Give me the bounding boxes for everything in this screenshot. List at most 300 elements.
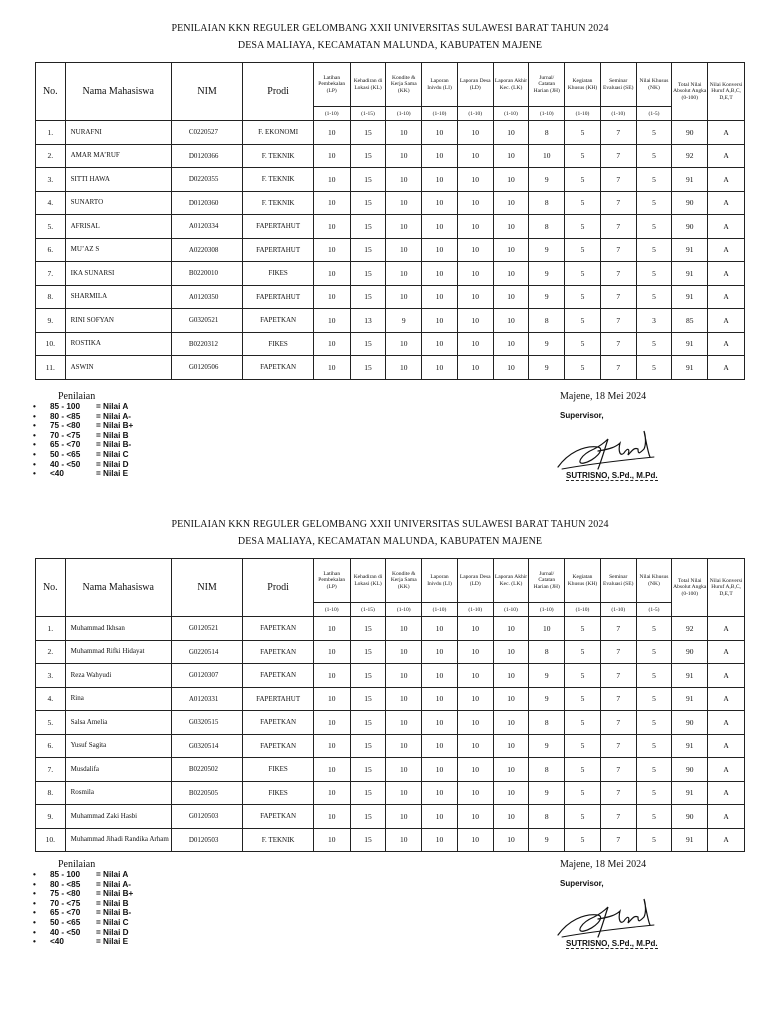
score-kh: 5 bbox=[565, 617, 601, 641]
student-name: AFRISAL bbox=[65, 215, 171, 239]
score-li: 10 bbox=[422, 781, 458, 805]
score-lk: 10 bbox=[493, 781, 529, 805]
row-number: 2. bbox=[36, 144, 66, 168]
student-name: Musdalifa bbox=[65, 758, 171, 782]
legend-range: 40 - <50 bbox=[50, 927, 81, 937]
total-score: 91 bbox=[672, 168, 708, 192]
header-li: Laporan Inivdu (LI) bbox=[422, 559, 458, 603]
score-kk: 10 bbox=[386, 617, 422, 641]
legend-item bbox=[30, 440, 230, 450]
legend-item bbox=[30, 908, 230, 918]
score-kl: 13 bbox=[350, 309, 386, 333]
score-li: 10 bbox=[422, 617, 458, 641]
total-score: 90 bbox=[672, 758, 708, 782]
total-score: 91 bbox=[672, 734, 708, 758]
legend-range: 70 - <75 bbox=[50, 898, 81, 908]
score-kh: 5 bbox=[565, 828, 601, 852]
student-name: ASWIN bbox=[65, 356, 171, 380]
legend-list bbox=[30, 870, 230, 947]
score-kk: 9 bbox=[386, 309, 422, 333]
header-konv: Nilai Konversi Huruf A,B,C, D,E,T bbox=[708, 559, 745, 617]
score-nk: 5 bbox=[636, 805, 672, 829]
bullet-icon: • bbox=[33, 917, 36, 927]
section-subtitle: DESA MALIAYA, KECAMATAN MALUNDA, KABUPATEN MAJENE bbox=[237, 40, 543, 51]
score-lp: 10 bbox=[313, 828, 350, 852]
score-nk: 5 bbox=[636, 238, 672, 262]
table-row bbox=[36, 121, 745, 145]
total-score: 90 bbox=[672, 805, 708, 829]
header-kk: Kondite & Kerja Sama (KK) bbox=[386, 63, 422, 107]
score-kh: 5 bbox=[565, 687, 601, 711]
row-number: 5. bbox=[36, 215, 66, 239]
header-kk: Kondite & Kerja Sama (KK) bbox=[386, 559, 422, 603]
header-kh: Kegiatan Khusus (KH) bbox=[565, 63, 601, 107]
score-kh: 5 bbox=[565, 664, 601, 688]
header-nim: NIM bbox=[171, 559, 243, 617]
score-kl: 15 bbox=[350, 805, 386, 829]
score-jh: 8 bbox=[529, 711, 565, 735]
score-se: 7 bbox=[600, 168, 636, 192]
score-ld: 10 bbox=[457, 332, 493, 356]
header-lp: Latihan Pembekalan (LP) bbox=[313, 63, 350, 107]
range-jh: (1-10) bbox=[529, 107, 565, 121]
score-kl: 15 bbox=[350, 687, 386, 711]
table-row bbox=[36, 191, 745, 215]
student-nim: G0320521 bbox=[171, 309, 243, 333]
score-jh: 9 bbox=[529, 687, 565, 711]
grade-letter: A bbox=[708, 121, 745, 145]
legend-range: 65 - <70 bbox=[50, 908, 81, 918]
row-number: 3. bbox=[36, 168, 66, 192]
row-number: 1. bbox=[36, 617, 66, 641]
score-kl: 15 bbox=[350, 781, 386, 805]
student-prodi: FAPERTAHUT bbox=[243, 687, 313, 711]
total-score: 92 bbox=[672, 144, 708, 168]
total-score: 90 bbox=[672, 711, 708, 735]
grade-letter: A bbox=[708, 262, 745, 286]
grading-legend bbox=[30, 391, 230, 479]
table-row bbox=[36, 332, 745, 356]
score-lp: 10 bbox=[313, 168, 350, 192]
score-kk: 10 bbox=[386, 121, 422, 145]
row-number: 8. bbox=[36, 285, 66, 309]
section-title: PENILAIAN KKN REGULER GELOMBANG XXII UNIVERSITAS SULAWESI BARAT TAHUN 2024 bbox=[171, 23, 609, 34]
legend-range: 50 - <65 bbox=[50, 917, 81, 927]
score-lk: 10 bbox=[493, 356, 529, 380]
score-lk: 10 bbox=[493, 238, 529, 262]
score-lp: 10 bbox=[313, 191, 350, 215]
score-ld: 10 bbox=[457, 711, 493, 735]
legend-range: 75 - <80 bbox=[50, 421, 81, 431]
score-nk: 5 bbox=[636, 711, 672, 735]
grade-letter: A bbox=[708, 332, 745, 356]
score-li: 10 bbox=[422, 664, 458, 688]
bullet-icon: • bbox=[33, 927, 36, 937]
score-kk: 10 bbox=[386, 285, 422, 309]
student-name: SHARMILA bbox=[65, 285, 171, 309]
grade-letter: A bbox=[708, 356, 745, 380]
bullet-icon: • bbox=[33, 430, 36, 440]
score-kh: 5 bbox=[565, 734, 601, 758]
range-li: (1-10) bbox=[422, 603, 458, 617]
total-score: 92 bbox=[672, 617, 708, 641]
student-prodi: FIKES bbox=[243, 332, 313, 356]
grade-letter: A bbox=[708, 758, 745, 782]
score-kl: 15 bbox=[350, 640, 386, 664]
score-lp: 10 bbox=[313, 121, 350, 145]
student-name: Muhammad Ikhsan bbox=[65, 617, 171, 641]
score-nk: 5 bbox=[636, 168, 672, 192]
table-row bbox=[36, 356, 745, 380]
range-kl: (1-15) bbox=[350, 107, 386, 121]
score-lp: 10 bbox=[313, 805, 350, 829]
score-nk: 5 bbox=[636, 687, 672, 711]
student-nim: D0120366 bbox=[171, 144, 243, 168]
legend-item bbox=[30, 937, 230, 947]
score-kh: 5 bbox=[565, 781, 601, 805]
table-row bbox=[36, 285, 745, 309]
row-number: 9. bbox=[36, 805, 66, 829]
header-nk: Nilai Khusus (NK) bbox=[636, 63, 672, 107]
student-nim: C0220527 bbox=[171, 121, 243, 145]
student-nim: D0220355 bbox=[171, 168, 243, 192]
legend-range: 75 - <80 bbox=[50, 889, 81, 899]
legend-item bbox=[30, 431, 230, 441]
table-row bbox=[36, 168, 745, 192]
score-li: 10 bbox=[422, 262, 458, 286]
table-row bbox=[36, 805, 745, 829]
row-number: 8. bbox=[36, 781, 66, 805]
legend-grade: = Nilai C bbox=[96, 917, 129, 927]
score-se: 7 bbox=[600, 758, 636, 782]
score-kk: 10 bbox=[386, 711, 422, 735]
table-header-row bbox=[36, 559, 745, 603]
student-prodi: FIKES bbox=[243, 262, 313, 286]
student-prodi: F. TEKNIK bbox=[243, 191, 313, 215]
student-nim: G0320514 bbox=[171, 734, 243, 758]
score-ld: 10 bbox=[457, 734, 493, 758]
score-jh: 9 bbox=[529, 781, 565, 805]
header-konv: Nilai Konversi Huruf A,B,C, D,E,T bbox=[708, 63, 745, 121]
bullet-icon: • bbox=[33, 402, 36, 411]
score-se: 7 bbox=[600, 285, 636, 309]
grade-letter: A bbox=[708, 144, 745, 168]
score-se: 7 bbox=[600, 121, 636, 145]
score-nk: 5 bbox=[636, 332, 672, 356]
score-se: 7 bbox=[600, 711, 636, 735]
score-se: 7 bbox=[600, 262, 636, 286]
total-score: 85 bbox=[672, 309, 708, 333]
score-kk: 10 bbox=[386, 687, 422, 711]
table-row bbox=[36, 617, 745, 641]
score-kk: 10 bbox=[386, 781, 422, 805]
legend-item bbox=[30, 450, 230, 460]
score-kk: 10 bbox=[386, 828, 422, 852]
score-kl: 15 bbox=[350, 144, 386, 168]
table-row bbox=[36, 687, 745, 711]
grade-section-1 bbox=[35, 22, 745, 372]
score-ld: 10 bbox=[457, 191, 493, 215]
total-score: 91 bbox=[672, 238, 708, 262]
score-jh: 9 bbox=[529, 356, 565, 380]
legend-item bbox=[30, 928, 230, 938]
score-kh: 5 bbox=[565, 332, 601, 356]
score-lp: 10 bbox=[313, 711, 350, 735]
student-name: Rina bbox=[65, 687, 171, 711]
score-li: 10 bbox=[422, 144, 458, 168]
bullet-icon: • bbox=[33, 898, 36, 908]
grade-section-2 bbox=[35, 518, 745, 845]
score-kl: 15 bbox=[350, 238, 386, 262]
score-ld: 10 bbox=[457, 215, 493, 239]
score-kh: 5 bbox=[565, 356, 601, 380]
score-kh: 5 bbox=[565, 191, 601, 215]
row-number: 5. bbox=[36, 711, 66, 735]
student-prodi: FAPERTAHUT bbox=[243, 215, 313, 239]
header-kl: Kehadiran di Lokasi (KL) bbox=[350, 63, 386, 107]
row-number: 4. bbox=[36, 687, 66, 711]
score-kl: 15 bbox=[350, 332, 386, 356]
legend-grade: = Nilai B bbox=[96, 430, 129, 440]
score-li: 10 bbox=[422, 191, 458, 215]
bullet-icon: • bbox=[33, 469, 36, 479]
student-name: Reza Wahyudi bbox=[65, 664, 171, 688]
score-jh: 9 bbox=[529, 168, 565, 192]
header-jh: Jurnal/ Catatan Harian (JH) bbox=[529, 63, 565, 107]
student-nim: D0120503 bbox=[171, 828, 243, 852]
score-se: 7 bbox=[600, 687, 636, 711]
score-jh: 9 bbox=[529, 734, 565, 758]
row-number: 11. bbox=[36, 356, 66, 380]
score-jh: 9 bbox=[529, 664, 565, 688]
score-se: 7 bbox=[600, 309, 636, 333]
bullet-icon: • bbox=[33, 908, 36, 918]
bullet-icon: • bbox=[33, 421, 36, 431]
student-prodi: FIKES bbox=[243, 781, 313, 805]
score-lk: 10 bbox=[493, 191, 529, 215]
student-nim: G0220514 bbox=[171, 640, 243, 664]
row-number: 1. bbox=[36, 121, 66, 145]
score-lk: 10 bbox=[493, 640, 529, 664]
range-kh: (1-10) bbox=[565, 603, 601, 617]
student-prodi: F. EKONOMI bbox=[243, 121, 313, 145]
score-kk: 10 bbox=[386, 734, 422, 758]
score-li: 10 bbox=[422, 687, 458, 711]
legend-grade: = Nilai E bbox=[96, 469, 129, 479]
legend-grade: = Nilai B- bbox=[96, 440, 132, 450]
score-kh: 5 bbox=[565, 121, 601, 145]
total-score: 91 bbox=[672, 781, 708, 805]
score-kl: 15 bbox=[350, 356, 386, 380]
score-kh: 5 bbox=[565, 758, 601, 782]
score-jh: 8 bbox=[529, 758, 565, 782]
student-nim: A0120350 bbox=[171, 285, 243, 309]
bullet-icon: • bbox=[33, 937, 36, 947]
bullet-icon: • bbox=[33, 870, 36, 879]
student-nim: B0220505 bbox=[171, 781, 243, 805]
student-nim: G0320515 bbox=[171, 711, 243, 735]
header-li: Laporan Inivdu (LI) bbox=[422, 63, 458, 107]
score-kl: 15 bbox=[350, 664, 386, 688]
legend-range: <40 bbox=[50, 469, 64, 479]
row-number: 4. bbox=[36, 191, 66, 215]
score-ld: 10 bbox=[457, 144, 493, 168]
total-score: 91 bbox=[672, 687, 708, 711]
table-row bbox=[36, 262, 745, 286]
bullet-icon: • bbox=[33, 440, 36, 450]
score-kl: 15 bbox=[350, 262, 386, 286]
score-nk: 3 bbox=[636, 309, 672, 333]
student-prodi: FAPETKAN bbox=[243, 734, 313, 758]
score-lp: 10 bbox=[313, 781, 350, 805]
student-nim: B0220502 bbox=[171, 758, 243, 782]
header-nim: NIM bbox=[171, 63, 243, 121]
total-score: 91 bbox=[672, 262, 708, 286]
grade-letter: A bbox=[708, 285, 745, 309]
legend-range: 80 - <85 bbox=[50, 879, 81, 889]
score-ld: 10 bbox=[457, 285, 493, 309]
legend-item bbox=[30, 402, 230, 412]
student-name: Salsa Amelia bbox=[65, 711, 171, 735]
student-name: Muhammad Jihadi Randika Arham bbox=[65, 828, 171, 852]
score-lp: 10 bbox=[313, 758, 350, 782]
score-li: 10 bbox=[422, 121, 458, 145]
table-row bbox=[36, 309, 745, 333]
signature-name: SUTRISNO, S.Pd., M.Pd. bbox=[566, 471, 658, 480]
score-lp: 10 bbox=[313, 309, 350, 333]
student-prodi: F. TEKNIK bbox=[243, 828, 313, 852]
score-lk: 10 bbox=[493, 734, 529, 758]
score-lp: 10 bbox=[313, 640, 350, 664]
legend-range: 85 - 100 bbox=[50, 870, 81, 879]
score-se: 7 bbox=[600, 356, 636, 380]
score-kh: 5 bbox=[565, 144, 601, 168]
student-nim: G0120521 bbox=[171, 617, 243, 641]
score-se: 7 bbox=[600, 640, 636, 664]
handwritten-signature bbox=[554, 895, 664, 943]
grade-letter: A bbox=[708, 191, 745, 215]
total-score: 91 bbox=[672, 664, 708, 688]
range-se: (1-10) bbox=[600, 107, 636, 121]
header-no: No. bbox=[36, 63, 66, 121]
legend-title: Penilaian bbox=[58, 391, 96, 402]
score-kl: 15 bbox=[350, 711, 386, 735]
grade-letter: A bbox=[708, 781, 745, 805]
grade-table bbox=[35, 62, 745, 380]
score-nk: 5 bbox=[636, 144, 672, 168]
row-number: 6. bbox=[36, 734, 66, 758]
student-name: Muhammad Rifki Hidayat bbox=[65, 640, 171, 664]
score-kk: 10 bbox=[386, 144, 422, 168]
score-kh: 5 bbox=[565, 711, 601, 735]
score-li: 10 bbox=[422, 285, 458, 309]
score-kk: 10 bbox=[386, 356, 422, 380]
student-name: Muhammad Zaki Hasbi bbox=[65, 805, 171, 829]
header-ld: Laporan Desa (LD) bbox=[457, 559, 493, 603]
score-se: 7 bbox=[600, 828, 636, 852]
student-name: SITTI HAWA bbox=[65, 168, 171, 192]
student-name: Rosmila bbox=[65, 781, 171, 805]
score-lk: 10 bbox=[493, 215, 529, 239]
score-lk: 10 bbox=[493, 805, 529, 829]
total-score: 90 bbox=[672, 215, 708, 239]
student-nim: D0120360 bbox=[171, 191, 243, 215]
bullet-icon: • bbox=[33, 449, 36, 459]
legend-item bbox=[30, 918, 230, 928]
student-nim: A0120331 bbox=[171, 687, 243, 711]
legend-grade: = Nilai A- bbox=[96, 411, 131, 421]
legend-item bbox=[30, 412, 230, 422]
legend-item bbox=[30, 421, 230, 431]
score-kl: 15 bbox=[350, 121, 386, 145]
score-li: 10 bbox=[422, 238, 458, 262]
legend-item bbox=[30, 460, 230, 470]
student-name: IKA SUNARSI bbox=[65, 262, 171, 286]
score-kk: 10 bbox=[386, 758, 422, 782]
header-kl: Kehadiran di Lokasi (KL) bbox=[350, 559, 386, 603]
section-subtitle: DESA MALIAYA, KECAMATAN MALUNDA, KABUPATEN MAJENE bbox=[237, 536, 543, 547]
row-number: 2. bbox=[36, 640, 66, 664]
student-prodi: FIKES bbox=[243, 758, 313, 782]
score-nk: 5 bbox=[636, 617, 672, 641]
score-kk: 10 bbox=[386, 215, 422, 239]
table-row bbox=[36, 144, 745, 168]
range-kk: (1-10) bbox=[386, 107, 422, 121]
total-score: 91 bbox=[672, 828, 708, 852]
score-nk: 5 bbox=[636, 262, 672, 286]
score-lk: 10 bbox=[493, 687, 529, 711]
score-kh: 5 bbox=[565, 640, 601, 664]
score-kh: 5 bbox=[565, 238, 601, 262]
score-li: 10 bbox=[422, 309, 458, 333]
score-li: 10 bbox=[422, 168, 458, 192]
score-kk: 10 bbox=[386, 332, 422, 356]
score-kk: 10 bbox=[386, 640, 422, 664]
score-ld: 10 bbox=[457, 687, 493, 711]
score-lp: 10 bbox=[313, 664, 350, 688]
legend-title: Penilaian bbox=[58, 859, 96, 870]
student-nim: G0120307 bbox=[171, 664, 243, 688]
signature-role: Supervisor, bbox=[560, 411, 604, 420]
score-jh: 8 bbox=[529, 191, 565, 215]
legend-range: 85 - 100 bbox=[50, 402, 81, 411]
grade-letter: A bbox=[708, 711, 745, 735]
score-se: 7 bbox=[600, 734, 636, 758]
score-lp: 10 bbox=[313, 332, 350, 356]
score-kk: 10 bbox=[386, 262, 422, 286]
header-lk: Laporan Akhir Kec. (LK) bbox=[493, 559, 529, 603]
score-li: 10 bbox=[422, 711, 458, 735]
score-jh: 8 bbox=[529, 121, 565, 145]
score-jh: 10 bbox=[529, 617, 565, 641]
header-prodi: Prodi bbox=[243, 559, 313, 617]
score-jh: 9 bbox=[529, 238, 565, 262]
section-title: PENILAIAN KKN REGULER GELOMBANG XXII UNIVERSITAS SULAWESI BARAT TAHUN 2024 bbox=[171, 519, 609, 530]
score-li: 10 bbox=[422, 356, 458, 380]
student-prodi: FAPETKAN bbox=[243, 711, 313, 735]
table-row bbox=[36, 640, 745, 664]
header-ld: Laporan Desa (LD) bbox=[457, 63, 493, 107]
student-prodi: FAPETKAN bbox=[243, 356, 313, 380]
legend-grade: = Nilai A bbox=[96, 402, 129, 411]
score-lk: 10 bbox=[493, 262, 529, 286]
grade-table bbox=[35, 558, 745, 852]
score-jh: 8 bbox=[529, 215, 565, 239]
student-name: SUNARTO bbox=[65, 191, 171, 215]
grade-letter: A bbox=[708, 664, 745, 688]
table-row bbox=[36, 238, 745, 262]
score-nk: 5 bbox=[636, 640, 672, 664]
